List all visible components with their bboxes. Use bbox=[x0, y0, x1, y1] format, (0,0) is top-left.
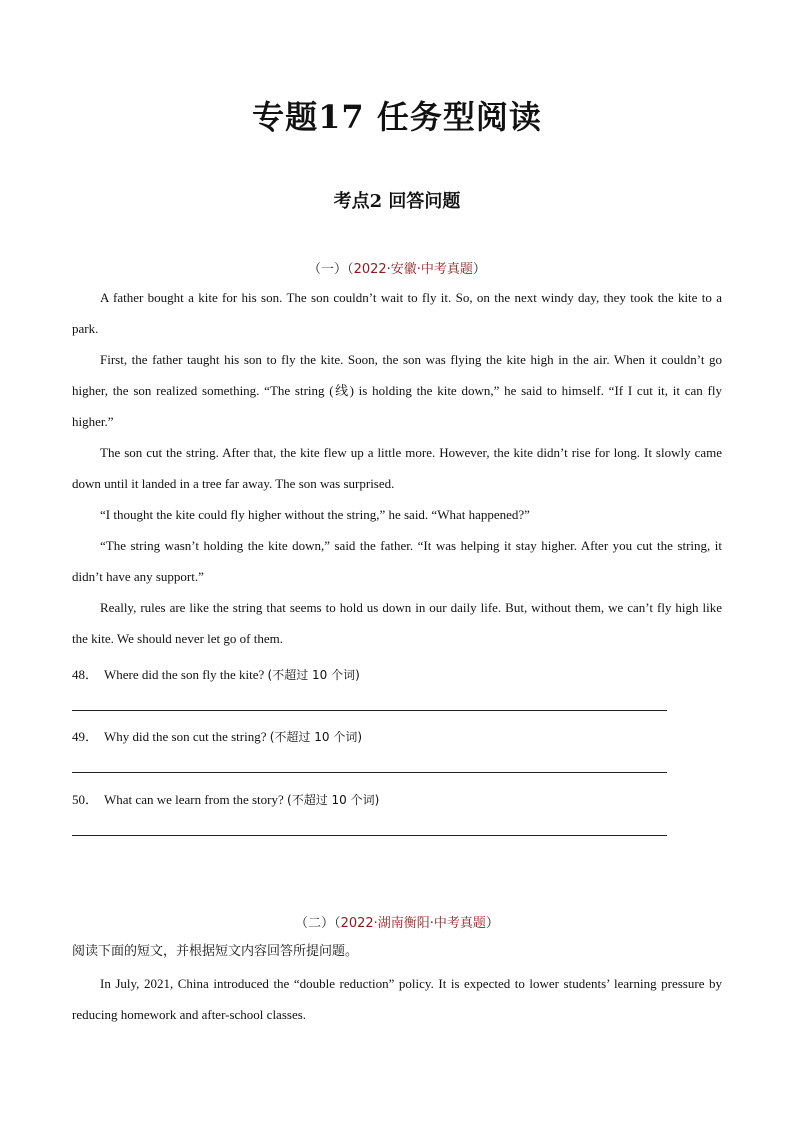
question-number: 49． bbox=[72, 729, 99, 744]
section-2-instruction: 阅读下面的短文，并根据短文内容回答所提问题。 bbox=[72, 944, 359, 959]
passage-1-paragraph: “I thought the kite could fly higher without the string,” he said. “What happened?” bbox=[100, 507, 530, 522]
section-2-suffix: ） bbox=[485, 916, 499, 931]
question-50 bbox=[72, 789, 379, 808]
question-text: Where did the son fly the kite? bbox=[104, 667, 268, 682]
answer-line-48[interactable] bbox=[72, 710, 667, 711]
passage-1-paragraph: “The string wasn’t holding the kite down,” said the father. “It was helping it stay higher. After you cut the string, it didn’t have any support.” bbox=[72, 538, 722, 584]
section-1-source: 2022·安徽·中考真题 bbox=[353, 262, 473, 277]
word-limit: (不超过 10 个词) bbox=[269, 730, 362, 744]
word-limit: (不超过 10 个词) bbox=[287, 793, 380, 807]
question-49 bbox=[72, 726, 362, 745]
section-1-prefix: （一）（ bbox=[308, 262, 354, 277]
passage-1 bbox=[72, 282, 722, 654]
question-48 bbox=[72, 664, 360, 683]
answer-line-50[interactable] bbox=[72, 835, 667, 836]
question-number: 50． bbox=[72, 792, 99, 807]
question-number: 48． bbox=[72, 667, 99, 682]
passage-2 bbox=[72, 968, 722, 1030]
question-text: Why did the son cut the string? bbox=[104, 729, 270, 744]
page-title: 专题17 任务型阅读 bbox=[252, 98, 542, 136]
passage-1-paragraph: A father bought a kite for his son. The son couldn’t wait to fly it. So, on the next windy day, they took the kite to a park. bbox=[72, 290, 722, 336]
section-2-source: 2022·湖南衡阳·中考真题 bbox=[340, 916, 486, 931]
passage-1-paragraph: First, the father taught his son to fly the kite. Soon, the son was flying the kite high in the air. When it couldn’t go higher, the son realized something. “The string (线) is holding the kite down,” he said to himself. “If I cut it, it can fly higher.” bbox=[72, 352, 722, 429]
passage-1-paragraph: Really, rules are like the string that seems to hold us down in our daily life. But, without them, we can’t fly high like the kite. We should never let go of them. bbox=[72, 600, 722, 646]
word-limit: (不超过 10 个词) bbox=[267, 668, 360, 682]
section-2-heading bbox=[0, 912, 794, 931]
section-1-suffix: ） bbox=[472, 262, 486, 277]
passage-1-paragraph: The son cut the string. After that, the kite flew up a little more. However, the kite didn’t rise for long. It slowly came down until it landed in a tree far away. The son was surprised. bbox=[72, 445, 722, 491]
question-text: What can we learn from the story? bbox=[104, 792, 288, 807]
page-subtitle: 考点2 回答问题 bbox=[333, 191, 461, 212]
passage-2-paragraph: In July, 2021, China introduced the “double reduction” policy. It is expected to lower students’ learning pressure by reducing homework and after-school classes. bbox=[72, 976, 722, 1022]
section-2-prefix: （二）（ bbox=[295, 916, 341, 931]
section-1-heading bbox=[0, 258, 794, 277]
answer-line-49[interactable] bbox=[72, 772, 667, 773]
